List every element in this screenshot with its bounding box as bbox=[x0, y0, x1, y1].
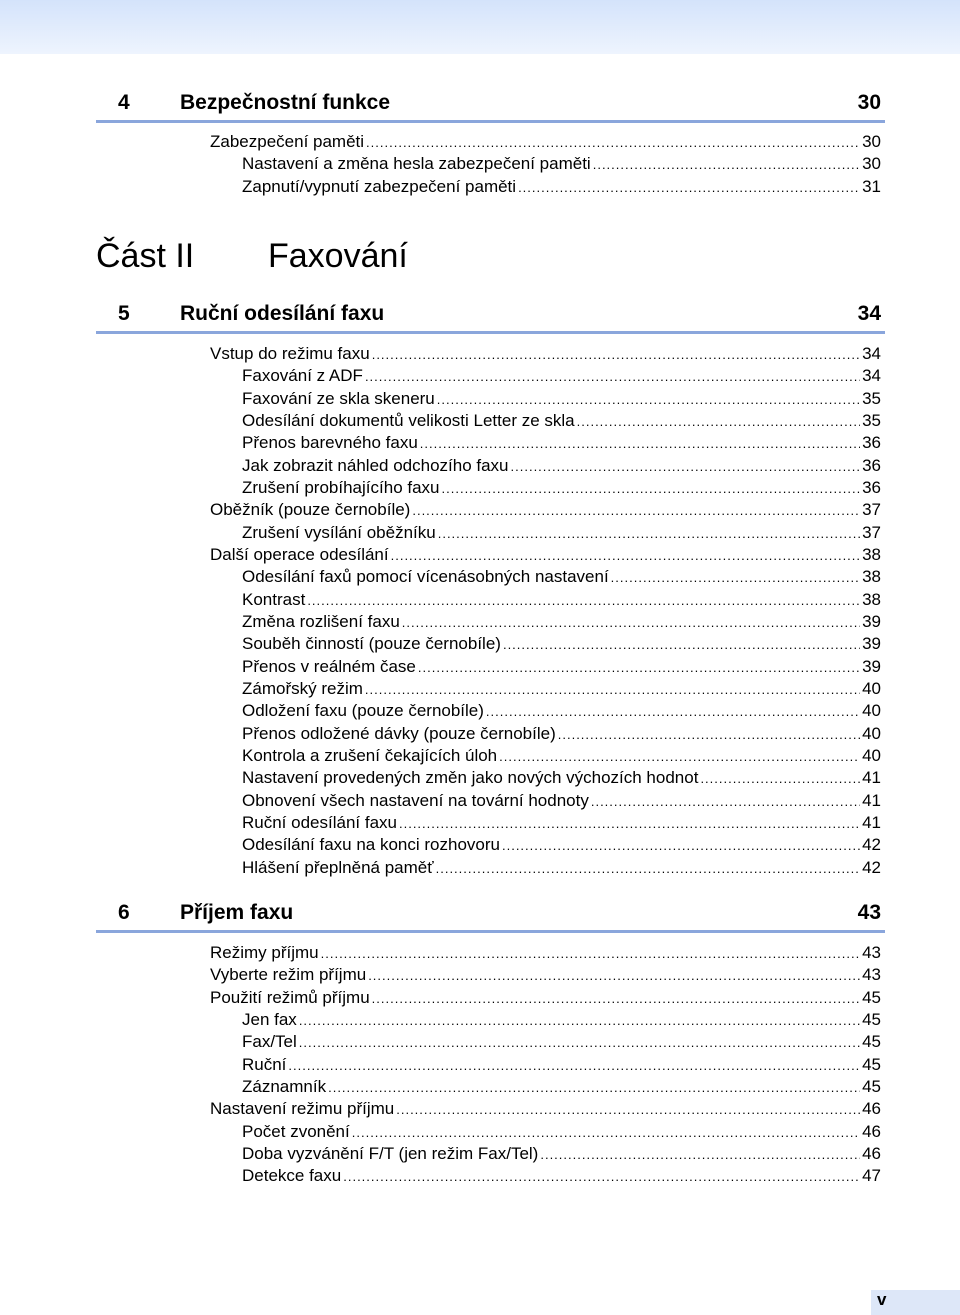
chapter-page: 34 bbox=[857, 302, 881, 325]
dot-leader bbox=[321, 943, 860, 965]
toc-entry-page: 37 bbox=[862, 500, 881, 520]
dot-leader bbox=[299, 1032, 860, 1054]
page-folio bbox=[871, 1290, 960, 1315]
toc-entry-label: Faxování z ADF bbox=[242, 366, 363, 386]
toc-entry-page: 36 bbox=[862, 477, 881, 497]
toc-entry[interactable] bbox=[242, 857, 881, 879]
toc-entry-label: Doba vyzvánění F/T (jen režim Fax/Tel) bbox=[242, 1143, 539, 1163]
toc-entry[interactable] bbox=[242, 1121, 881, 1143]
toc-entry[interactable] bbox=[210, 987, 881, 1009]
toc-entry[interactable] bbox=[242, 1165, 881, 1187]
dot-leader bbox=[299, 1010, 860, 1032]
toc-entry[interactable] bbox=[210, 964, 881, 986]
toc-entry-label: Hlášení přeplněná paměť bbox=[242, 857, 434, 877]
toc-entry-page: 46 bbox=[862, 1143, 881, 1163]
dot-leader bbox=[577, 411, 860, 433]
toc-entry-page: 36 bbox=[862, 433, 881, 453]
toc-entry-page: 37 bbox=[862, 522, 881, 542]
toc-entry-page: 40 bbox=[862, 678, 881, 698]
toc-entry-page: 46 bbox=[862, 1121, 881, 1141]
toc-entry-page: 34 bbox=[862, 366, 881, 386]
toc-entry[interactable] bbox=[242, 432, 881, 454]
toc-entry[interactable] bbox=[242, 678, 881, 700]
toc-entry-label: Faxování ze skla skeneru bbox=[242, 388, 435, 408]
toc-entry-label: Vyberte režim příjmu bbox=[210, 965, 367, 985]
toc-entry[interactable] bbox=[242, 812, 881, 834]
dot-leader bbox=[307, 590, 860, 612]
toc-entry-page: 40 bbox=[862, 745, 881, 765]
chapter-title: Příjem faxu bbox=[180, 901, 294, 924]
toc-entry[interactable] bbox=[242, 723, 881, 745]
toc-entry-label: Přenos barevného faxu bbox=[242, 433, 418, 453]
toc-entry-page: 35 bbox=[862, 410, 881, 430]
toc-entry[interactable] bbox=[210, 544, 881, 566]
toc-entry[interactable] bbox=[242, 656, 881, 678]
chapter-page: 30 bbox=[857, 91, 881, 114]
chapter-number: 4 bbox=[118, 91, 130, 114]
dot-leader bbox=[593, 154, 860, 176]
toc-entry-page: 35 bbox=[862, 388, 881, 408]
dot-leader bbox=[368, 965, 860, 987]
toc-entry[interactable] bbox=[210, 499, 881, 521]
dot-leader bbox=[328, 1077, 860, 1099]
toc-entry[interactable] bbox=[210, 942, 881, 964]
chapter-heading-4[interactable] bbox=[96, 86, 885, 123]
dot-leader bbox=[343, 1166, 860, 1188]
toc-entry[interactable] bbox=[242, 176, 881, 198]
dot-leader bbox=[402, 612, 860, 634]
toc-entry[interactable] bbox=[210, 1098, 881, 1120]
toc-entry-label: Obnovení všech nastavení na tovární hodnoty bbox=[242, 790, 589, 810]
toc-entry[interactable] bbox=[242, 1076, 881, 1098]
toc-entry-page: 38 bbox=[862, 544, 881, 564]
dot-leader bbox=[700, 768, 860, 790]
toc-entry-page: 34 bbox=[862, 344, 881, 363]
dot-leader bbox=[499, 746, 860, 768]
dot-leader bbox=[352, 1122, 860, 1144]
toc-entry-page: 30 bbox=[862, 132, 881, 151]
toc-entry-label: Kontrast bbox=[242, 589, 306, 609]
dot-leader bbox=[372, 344, 860, 366]
dot-leader bbox=[372, 988, 860, 1010]
toc-entry-label: Počet zvonění bbox=[242, 1121, 350, 1141]
toc-entry-page: 38 bbox=[862, 567, 881, 587]
dot-leader bbox=[611, 567, 860, 589]
toc-entry-page: 42 bbox=[862, 835, 881, 855]
toc-entry[interactable] bbox=[242, 388, 881, 410]
toc-entry-label: Jen fax bbox=[242, 1009, 297, 1029]
page-number: v bbox=[877, 1290, 887, 1309]
toc-entry[interactable] bbox=[242, 455, 881, 477]
part-label: Část II bbox=[96, 237, 195, 275]
header-band bbox=[0, 0, 960, 54]
part-title: Faxování bbox=[268, 237, 408, 275]
toc-entry[interactable] bbox=[242, 410, 881, 432]
dot-leader bbox=[436, 858, 860, 880]
toc-entry-page: 30 bbox=[862, 154, 881, 174]
toc-entry-label: Odesílání faxu na konci rozhovoru bbox=[242, 835, 500, 855]
toc-entry-label: Odesílání faxů pomocí vícenásobných nastavení bbox=[242, 567, 609, 587]
toc-entry-page: 36 bbox=[862, 455, 881, 475]
toc-entry-label: Vstup do režimu faxu bbox=[210, 344, 370, 363]
dot-leader bbox=[437, 389, 860, 411]
dot-leader bbox=[502, 835, 860, 857]
dot-leader bbox=[591, 791, 860, 813]
toc-entry[interactable] bbox=[242, 790, 881, 812]
toc-entry[interactable] bbox=[210, 131, 881, 153]
toc-entry-page: 45 bbox=[862, 1076, 881, 1096]
dot-leader bbox=[399, 813, 860, 835]
chapter-heading-5[interactable] bbox=[96, 297, 885, 334]
toc-entry-page: 40 bbox=[862, 701, 881, 721]
toc-entry-page: 31 bbox=[862, 176, 881, 196]
chapter-page: 43 bbox=[857, 901, 881, 924]
dot-leader bbox=[511, 456, 861, 478]
dot-leader bbox=[503, 634, 860, 656]
chapter-number: 5 bbox=[118, 302, 130, 325]
toc-entry[interactable] bbox=[242, 1054, 881, 1076]
toc-entry[interactable] bbox=[242, 477, 881, 499]
dot-leader bbox=[420, 433, 860, 455]
toc-entry-label: Záznamník bbox=[242, 1076, 327, 1096]
toc-entry-label: Zrušení vysílání oběžníku bbox=[242, 522, 436, 542]
chapter-number: 6 bbox=[118, 901, 130, 924]
toc-entry-label: Fax/Tel bbox=[242, 1032, 297, 1052]
toc-entry[interactable] bbox=[242, 767, 881, 789]
toc-entry-label: Souběh činností (pouze černobíle) bbox=[242, 634, 501, 654]
dot-leader bbox=[288, 1055, 860, 1077]
toc-entry-label: Zrušení probíhajícího faxu bbox=[242, 477, 440, 497]
toc-entry-page: 45 bbox=[862, 1009, 881, 1029]
toc-entry-label: Nastavení provedených změn jako nových výchozích hodnot bbox=[242, 768, 699, 788]
toc-entry-label: Zapnutí/vypnutí zabezpečení paměti bbox=[242, 176, 517, 196]
toc-entry-page: 45 bbox=[862, 987, 881, 1007]
toc-entry[interactable] bbox=[242, 611, 881, 633]
toc-entry[interactable] bbox=[242, 153, 881, 175]
toc-entry-page: 43 bbox=[862, 943, 881, 962]
toc-entry-label: Zámořský režim bbox=[242, 678, 363, 698]
toc-entry[interactable] bbox=[242, 566, 881, 588]
toc-entry-label: Nastavení a změna hesla zabezpečení paměti bbox=[242, 154, 591, 174]
dot-leader bbox=[412, 500, 860, 522]
toc-entry-page: 38 bbox=[862, 589, 881, 609]
toc-entry[interactable] bbox=[242, 834, 881, 856]
dot-leader bbox=[486, 701, 860, 723]
toc-entry-label: Změna rozlišení faxu bbox=[242, 611, 400, 631]
toc-entry[interactable] bbox=[242, 1009, 881, 1031]
toc-entry-label: Použití režimů příjmu bbox=[210, 987, 370, 1007]
dot-leader bbox=[391, 545, 860, 567]
toc-entry[interactable] bbox=[242, 365, 881, 387]
dot-leader bbox=[365, 679, 860, 701]
toc-entry-label: Kontrola a zrušení čekajících úloh bbox=[242, 745, 498, 765]
toc-entry-page: 41 bbox=[862, 812, 881, 832]
dot-leader bbox=[396, 1099, 860, 1121]
toc-entry-label: Další operace odesílání bbox=[210, 544, 389, 564]
toc-entry-label: Oběžník (pouze černobíle) bbox=[210, 500, 411, 520]
dot-leader bbox=[366, 132, 860, 154]
toc-entry-label: Nastavení režimu příjmu bbox=[210, 1099, 395, 1119]
toc-entry-page: 46 bbox=[862, 1099, 881, 1119]
toc-entry-page: 41 bbox=[862, 768, 881, 788]
toc-entry[interactable] bbox=[242, 633, 881, 655]
dot-leader bbox=[418, 657, 860, 679]
chapter-heading-6[interactable] bbox=[96, 896, 885, 933]
dot-leader bbox=[558, 724, 860, 746]
toc-entry-page: 39 bbox=[862, 656, 881, 676]
toc-entry-label: Odložení faxu (pouze černobíle) bbox=[242, 701, 484, 721]
toc-entry-label: Přenos odložené dávky (pouze černobíle) bbox=[242, 723, 556, 743]
toc-entry[interactable] bbox=[242, 522, 881, 544]
toc-entry[interactable] bbox=[242, 745, 881, 767]
toc-entry-label: Režimy příjmu bbox=[210, 943, 319, 962]
toc-entry-page: 47 bbox=[862, 1166, 881, 1186]
toc-entry-label: Jak zobrazit náhled odchozího faxu bbox=[242, 455, 509, 475]
toc-entry-label: Zabezpečení paměti bbox=[210, 132, 365, 151]
toc-entry-page: 41 bbox=[862, 790, 881, 810]
dot-leader bbox=[442, 478, 861, 500]
chapter-title: Ruční odesílání faxu bbox=[180, 302, 385, 325]
toc-entry[interactable] bbox=[242, 1031, 881, 1053]
toc-entry-label: Odesílání dokumentů velikosti Letter ze skla bbox=[242, 410, 575, 430]
toc-entry[interactable] bbox=[242, 589, 881, 611]
toc-entry-page: 40 bbox=[862, 723, 881, 743]
toc-entry-label: Přenos v reálném čase bbox=[242, 656, 416, 676]
toc-entry-page: 45 bbox=[862, 1054, 881, 1074]
toc-entry-page: 45 bbox=[862, 1032, 881, 1052]
dot-leader bbox=[540, 1144, 860, 1166]
toc-entry[interactable] bbox=[210, 343, 881, 365]
toc-entry[interactable] bbox=[242, 1143, 881, 1165]
toc-entry[interactable] bbox=[242, 700, 881, 722]
toc-entry-label: Ruční bbox=[242, 1054, 287, 1074]
chapter-title: Bezpečnostní funkce bbox=[180, 91, 391, 114]
toc-entry-page: 42 bbox=[862, 857, 881, 877]
toc-entry-page: 43 bbox=[862, 965, 881, 985]
dot-leader bbox=[365, 366, 860, 388]
dot-leader bbox=[518, 177, 860, 199]
toc-entry-page: 39 bbox=[862, 634, 881, 654]
toc-entry-page: 39 bbox=[862, 611, 881, 631]
toc-entry-label: Ruční odesílání faxu bbox=[242, 812, 397, 832]
toc-entry-label: Detekce faxu bbox=[242, 1166, 342, 1186]
dot-leader bbox=[438, 523, 860, 545]
